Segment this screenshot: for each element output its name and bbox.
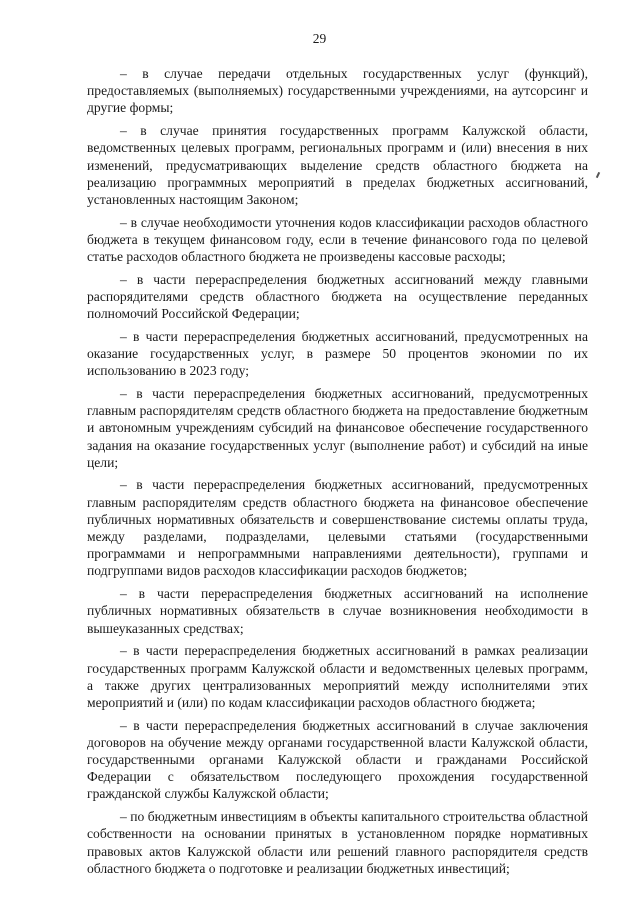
paragraph-public-obligations: – в части перераспределения бюджетных ассигнований на исполнение публичных нормативных обязательств в случае возникновения необходимости в вышеуказанных средствах; [87, 586, 588, 636]
paragraph-institution-subsidies: – в части перераспределения бюджетных ассигнований, предусмотренных главным распорядителям средств областного бюджета на предоставление бюджетным и автономным учреждениям субсидий на финансовое обеспечение государственного задания на оказание государственных услуг (выполнение работ) и субсидий на иные цели; [87, 385, 588, 470]
paragraph-program-executors: – в части перераспределения бюджетных ассигнований в рамках реализации государственных программ Калужской области и ведомственных целевых программ, а также других централизованных мероприятий между исполнителями этих мероприятий и (или) по кодам классификации расходов областного бюджета; [87, 643, 588, 710]
margin-mark [596, 172, 600, 178]
page-body [87, 65, 588, 882]
paragraph-outsourcing: – в случае передачи отдельных государственных услуг (функций), предоставляемых (выполняемых) государственными учреждениями, на аутсорсинг и другие формы; [87, 66, 588, 116]
paragraph-state-programs: – в случае принятия государственных программ Калужской области, ведомственных целевых программ, региональных программ и (или) внесения в них изменений, предусматривающих выделение средств областного бюджета на реализацию программных мероприятий в пределах бюджетных ассигнований, установленных настоящим Законом; [87, 123, 588, 207]
paragraph-federal-powers: – в части перераспределения бюджетных ассигнований между главными распорядителями средств областного бюджета на осуществление переданных полномочий Российской Федерации; [87, 271, 588, 322]
paragraph-training-contracts: – в части перераспределения бюджетных ассигнований в случае заключения договоров на обучение между органами государственной власти Калужской области, государственными органами Калужской области и гражданами Российской Федерации с обязательством последующего прохождения государственной гражданской службы Калужской области; [87, 717, 588, 802]
paragraph-state-services-savings: – в части перераспределения бюджетных ассигнований, предусмотренных на оказание государственных услуг, в размере 50 процентов экономии по их использованию в 2023 году; [87, 328, 588, 379]
paragraph-classification-codes: – в случае необходимости уточнения кодов классификации расходов областного бюджета в текущем финансовом году, если в течение финансового года по целевой статье расходов областного бюджета не произведены кассовые расходы; [87, 214, 588, 265]
page-number: 29 [312, 31, 327, 46]
paragraph-public-obligations-wages: – в части перераспределения бюджетных ассигнований, предусмотренных главным распорядителям средств областного бюджета на финансовое обеспечение публичных нормативных обязательств и совершенствование системы оплаты труда, между разделами, подразделами, целевыми статьями (государственными программами и непрограммными направлениями деятельности), группами и подгруппами видов расходов классификации расходов бюджетов; [87, 477, 588, 579]
paragraph-capital-investments: – по бюджетным инвестициям в объекты капитального строительства областной собственности на основании принятых в установленном порядке нормативных правовых актов Калужской области или решений главного распорядителя средств областного бюджета о подготовке и реализации бюджетных инвестиций; [87, 809, 588, 876]
